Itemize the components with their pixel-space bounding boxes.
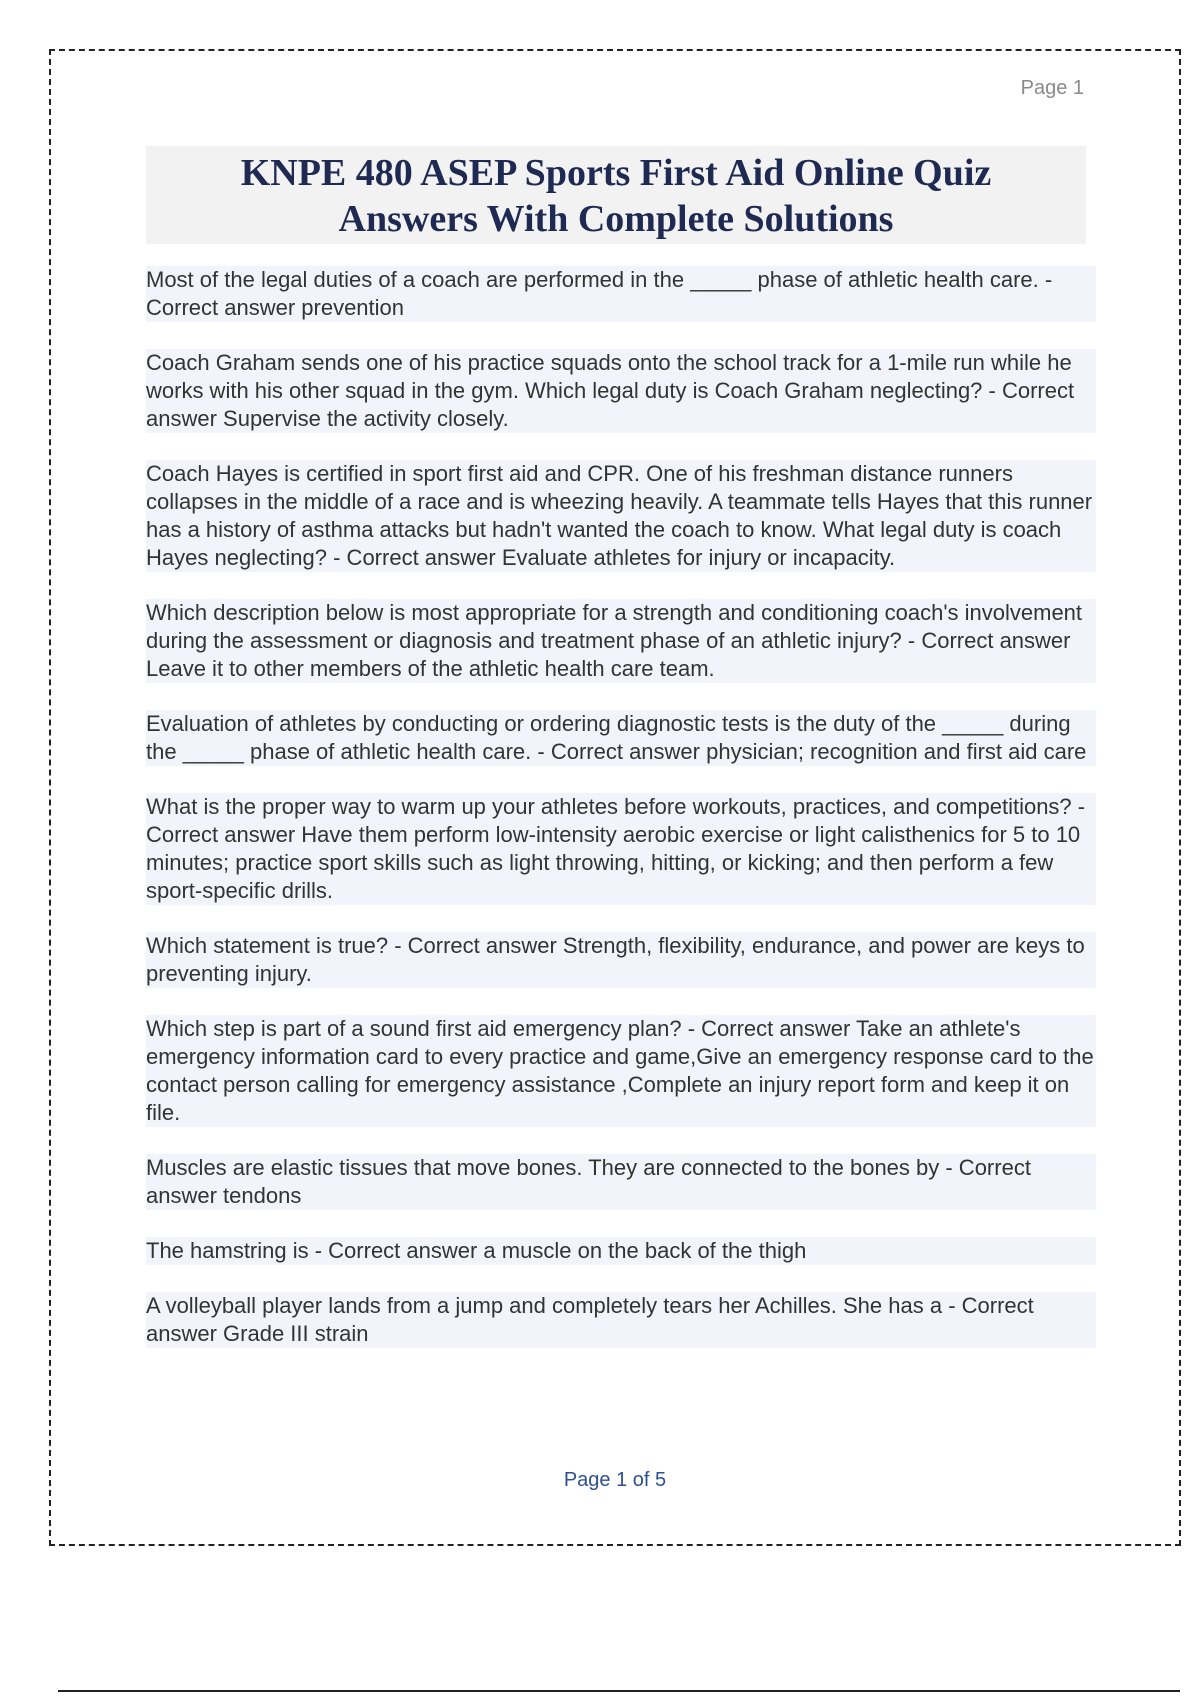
qa-item: Coach Hayes is certified in sport first aid and CPR. One of his freshman distance runners collapses in the middle of a race and is wheezing heavily. A teammate tells Hayes that this runner has a history of asthma attacks but hadn't wanted the coach to know. What legal duty is coach Hayes neglecting? - Correct answer Evaluate athletes for injury or incapacity. xyxy=(146,460,1096,572)
qa-item: Which description below is most appropriate for a strength and conditioning coach's involvement during the assessment or diagnosis and treatment phase of an athletic injury? - Correct answer Leave it to other members of the athletic health care team. xyxy=(146,599,1096,683)
qa-item: Coach Graham sends one of his practice squads onto the school track for a 1-mile run while he works with his other squad in the gym. Which legal duty is Coach Graham neglecting? - Correct answer Supervise the activity closely. xyxy=(146,349,1096,433)
page-footer: Page 1 of 5 xyxy=(563,1469,667,1491)
qa-item: Which step is part of a sound first aid emergency plan? - Correct answer Take an athlete's emergency information card to every practice and game,Give an emergency response card to the contact person calling for emergency assistance ,Complete an injury report form and keep it on file. xyxy=(146,1015,1096,1127)
title-line-1: KNPE 480 ASEP Sports First Aid Online Quiz xyxy=(240,152,992,194)
page-number-header: Page 1 xyxy=(1020,77,1084,99)
qa-item: Evaluation of athletes by conducting or ordering diagnostic tests is the duty of the _____ during the _____ phase of athletic health care. - Correct answer physician; recognition and first aid care xyxy=(146,710,1096,766)
qa-item: Muscles are elastic tissues that move bones. They are connected to the bones by - Correct answer tendons xyxy=(146,1154,1096,1210)
document-title xyxy=(146,146,1086,244)
page-frame xyxy=(49,49,1181,1546)
qa-item: Which statement is true? - Correct answer Strength, flexibility, endurance, and power are keys to preventing injury. xyxy=(146,932,1096,988)
qa-item: The hamstring is - Correct answer a muscle on the back of the thigh xyxy=(146,1237,1096,1265)
qa-item: What is the proper way to warm up your athletes before workouts, practices, and competitions? - Correct answer Have them perform low-intensity aerobic exercise or light calisthenics for 5 to 10 minutes; practice sport skills such as light throwing, hitting, or kicking; and then perform a few sport-specific drills. xyxy=(146,793,1096,905)
qa-list xyxy=(146,266,1096,1375)
qa-item: A volleyball player lands from a jump and completely tears her Achilles. She has a - Correct answer Grade III strain xyxy=(146,1292,1096,1348)
next-page-top-rule xyxy=(58,1690,1180,1692)
title-line-2: Answers With Complete Solutions xyxy=(338,198,894,240)
qa-item: Most of the legal duties of a coach are performed in the _____ phase of athletic health care. - Correct answer prevention xyxy=(146,266,1096,322)
